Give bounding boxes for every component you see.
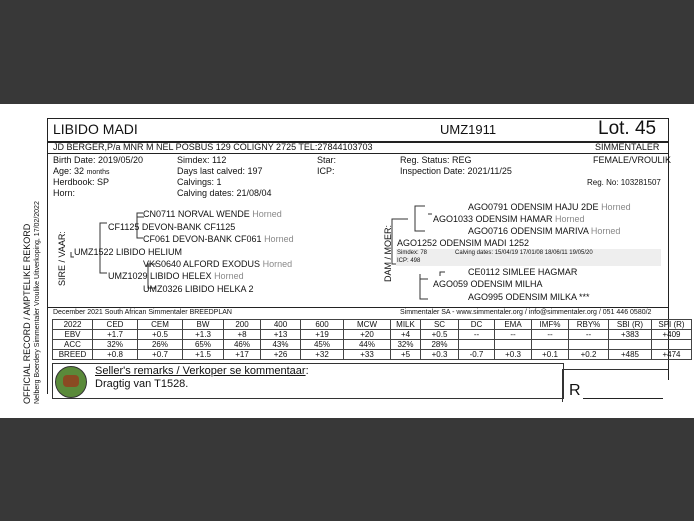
remarks-text: Dragtig van T1528.: [95, 378, 189, 390]
herdbook: Herdbook: SP: [53, 177, 110, 187]
ebv-cell: 44%: [344, 340, 391, 350]
ebv-col-header: 2022: [53, 320, 93, 330]
sale-print-label: Nelberg Boerdery Simmentaler Vroulike Uitverkoping, 17/02/2022: [34, 201, 41, 404]
horn: Horn:: [53, 188, 76, 198]
ebv-cell: 46%: [224, 340, 261, 350]
ebv-col-header: 200: [224, 320, 261, 330]
ebv-col-header: RBY%: [569, 320, 609, 330]
sire-label: SIRE / VAAR:: [57, 231, 67, 286]
ebv-cell: +17: [224, 350, 261, 360]
ebv-col-header: 400: [261, 320, 301, 330]
ebv-col-header: CED: [93, 320, 138, 330]
days-last-calved: Days last calved: 197: [177, 166, 263, 176]
ebv-row: [53, 330, 692, 340]
ebv-cell: 26%: [138, 340, 183, 350]
ebv-cell: +0.5: [421, 330, 459, 340]
ebv-col-header: IMF%: [532, 320, 569, 330]
animal-id: UMZ1911: [440, 122, 497, 137]
sire: UMZ1522 LIBIDO HELIUM: [74, 247, 183, 257]
age: Age: 32 months: [53, 166, 110, 176]
dam-calving-dates: Calving dates: 15/04/19 17/01/08 18/06/11 19/05/20: [455, 250, 593, 256]
ebv-cell: +5: [391, 350, 421, 360]
breed-row: [53, 350, 692, 360]
sire-sire-dam: CF061 DEVON-BANK CF061 Horned: [143, 234, 294, 244]
star: Star:: [317, 155, 337, 165]
icp: ICP:: [317, 166, 335, 176]
breedplan-contact: Simmentaler SA - www.simmentaler.org / info@simmentaler.org / 051 446 0580/2: [400, 309, 652, 316]
inspection-date: Inspection Date: 2021/11/25: [400, 166, 512, 176]
ebv-cell: +0.3: [421, 350, 459, 360]
ebv-table: [52, 319, 692, 360]
ebv-cell: 65%: [183, 340, 224, 350]
remarks-box: [52, 363, 564, 399]
sire-dam-dam: UMZ0326 LIBIDO HELKA 2: [143, 284, 254, 294]
acc-row: [53, 340, 692, 350]
calving-dates: Calving dates: 21/08/04: [177, 188, 272, 198]
ebv-cell: [652, 340, 692, 350]
ebv-col-header: MCW: [344, 320, 391, 330]
ebv-cell: +1.7: [93, 330, 138, 340]
ebv-header-row: [53, 320, 692, 330]
ebv-cell: +0.3: [495, 350, 532, 360]
ebv-cell: +474: [652, 350, 692, 360]
dam: AGO1252 ODENSIM MADI 1252: [397, 238, 530, 248]
ebv-cell: +32: [301, 350, 344, 360]
ebv-cell: 28%: [421, 340, 459, 350]
official-record-label: OFFICIAL RECORD / AMPTELIKE REKORD: [22, 223, 32, 404]
ebv-col-header: SBI (R): [609, 320, 652, 330]
ebv-cell: +0.8: [93, 350, 138, 360]
birth-date: Birth Date: 2019/05/20: [53, 155, 144, 165]
ebv-col-header: BW: [183, 320, 224, 330]
ebv-cell: [459, 340, 495, 350]
ebv-cell: 43%: [261, 340, 301, 350]
ebv-cell: EBV: [53, 330, 93, 340]
price-box: [562, 369, 668, 402]
dam-icp: ICP: 498: [397, 258, 421, 264]
ebv-cell: +13: [261, 330, 301, 340]
remarks-title: Seller's remarks / Verkoper se kommentaar:: [95, 365, 309, 377]
ebv-cell: +0.5: [138, 330, 183, 340]
ebv-col-header: EMA: [495, 320, 532, 330]
ebv-cell: [495, 340, 532, 350]
ebv-col-header: MILK: [391, 320, 421, 330]
ebv-cell: 45%: [301, 340, 344, 350]
ebv-cell: +8: [224, 330, 261, 340]
ebv-cell: +20: [344, 330, 391, 340]
ebv-cell: +4: [391, 330, 421, 340]
ebv-cell: +383: [609, 330, 652, 340]
breeder-line: JD BERGER,P/a MNR M NEL POSBUS 129 COLIGNY 2725 TEL:27844103703: [53, 142, 373, 152]
ebv-cell: +19: [301, 330, 344, 340]
dam-sire-sire: AGO0791 ODENSIM HAJU 2DE Horned: [468, 202, 631, 212]
ebv-cell: +1.3: [183, 330, 224, 340]
ebv-cell: --: [495, 330, 532, 340]
calvings: Calvings: 1: [177, 177, 222, 187]
ebv-cell: --: [569, 330, 609, 340]
dam-label: DAM / MOER:: [383, 224, 393, 282]
simdex: Simdex: 112: [177, 155, 227, 165]
ebv-cell: +33: [344, 350, 391, 360]
ebv-cell: +0.7: [138, 350, 183, 360]
ebv-cell: [532, 340, 569, 350]
ebv-cell: -0.7: [459, 350, 495, 360]
ebv-cell: +485: [609, 350, 652, 360]
dam-dam-dam: AGO995 ODENSIM MILKA ***: [468, 292, 590, 302]
sire-sire: CF1125 DEVON-BANK CF1125: [108, 222, 236, 232]
ebv-col-header: SPI (R): [652, 320, 692, 330]
ebv-col-header: CEM: [138, 320, 183, 330]
ebv-cell: +0.2: [569, 350, 609, 360]
ebv-col-header: SC: [421, 320, 459, 330]
simmentaler-logo-icon: [55, 366, 87, 398]
ebv-cell: +1.5: [183, 350, 224, 360]
dam-simdex: Simdex: 78: [397, 250, 428, 256]
sire-dam: UMZ1029 LIBIDO HELEX Horned: [108, 271, 244, 281]
dam-dam: AGO059 ODENSIM MILHA: [433, 279, 543, 289]
sex: FEMALE/VROULIK: [593, 155, 672, 165]
price-label: R: [569, 382, 581, 399]
ebv-cell: --: [532, 330, 569, 340]
ebv-cell: +26: [261, 350, 301, 360]
animal-name: LIBIDO MADI: [53, 121, 138, 137]
ebv-cell: +409: [652, 330, 692, 340]
breedplan-source: December 2021 South African Simmentaler BREEDPLAN: [53, 309, 232, 316]
reg-status: Reg. Status: REG: [400, 155, 472, 165]
ebv-cell: [609, 340, 652, 350]
ebv-cell: --: [459, 330, 495, 340]
dam-sire-dam: AGO0716 ODENSIM MARIVA Horned: [468, 226, 621, 236]
sire-dam-sire: VKS0640 ALFORD EXODUS Horned: [143, 259, 293, 269]
ebv-cell: [569, 340, 609, 350]
ebv-cell: +0.1: [532, 350, 569, 360]
lot-number: Lot. 45: [598, 118, 657, 139]
reg-number: Reg. No: 103281507: [587, 178, 661, 187]
ebv-cell: ACC: [53, 340, 93, 350]
ebv-cell: 32%: [391, 340, 421, 350]
dam-dam-sire: CE0112 SIMLEE HAGMAR: [468, 267, 578, 277]
ebv-col-header: DC: [459, 320, 495, 330]
breed-label: SIMMENTALER: [595, 142, 660, 152]
ebv-cell: 32%: [93, 340, 138, 350]
ebv-col-header: 600: [301, 320, 344, 330]
sire-sire-sire: CN0711 NORVAL WENDE Horned: [143, 209, 282, 219]
ebv-cell: BREED: [53, 350, 93, 360]
lot-card: [0, 104, 694, 418]
dam-sire: AGO1033 ODENSIM HAMAR Horned: [433, 214, 585, 224]
